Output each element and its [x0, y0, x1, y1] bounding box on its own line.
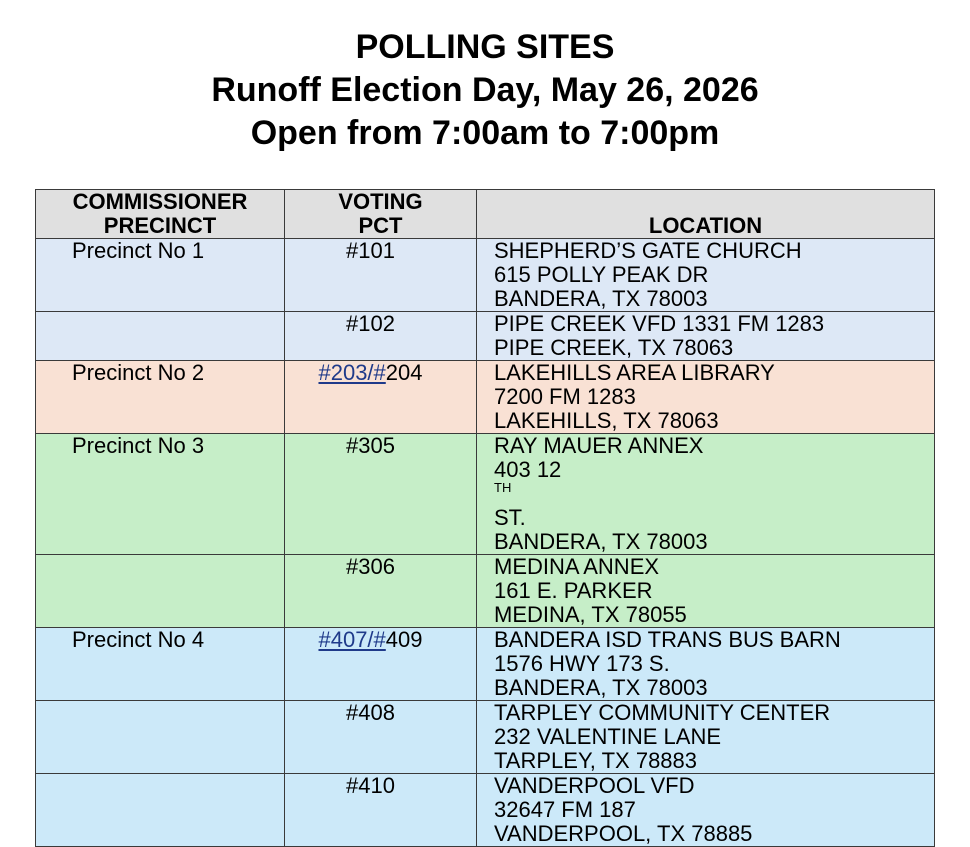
location-street: 1576 HWY 173 S. [494, 651, 670, 676]
table-row [36, 774, 935, 847]
voting-pct-cell: #410 [285, 774, 477, 847]
commissioner-cell: Precinct No 2 [36, 361, 285, 434]
location-cell [477, 628, 935, 701]
page-title: POLLING SITES [355, 28, 615, 66]
voting-pct-cell [285, 628, 477, 701]
voting-pct-cell: #408 [285, 701, 477, 774]
location-city: VANDERPOOL, TX 78885 [494, 821, 753, 846]
location-street: 7200 FM 1283 [494, 384, 636, 409]
pct-link[interactable]: #203/# [318, 360, 386, 385]
header-text: COMMISSIONER [72, 189, 248, 214]
location-street: 615 POLLY PEAK DR [494, 262, 709, 287]
pct-text: 409 [385, 627, 423, 652]
ordinal-suffix: TH [494, 480, 512, 495]
table-row [36, 701, 935, 774]
location-name: LAKEHILLS AREA LIBRARY [494, 360, 775, 385]
commissioner-cell [36, 701, 285, 774]
location-street: 232 VALENTINE LANE [494, 724, 722, 749]
hours-line: Open from 7:00am to 7:00pm [250, 114, 720, 152]
location-city: BANDERA, TX 78003 [494, 529, 708, 554]
location-street: 32647 FM 187 [494, 797, 636, 822]
commissioner-cell [36, 555, 285, 628]
location-city: TARPLEY, TX 78883 [494, 748, 698, 773]
location-name: BANDERA ISD TRANS BUS BARN [494, 627, 841, 652]
location-cell [477, 774, 935, 847]
voting-pct-header [285, 190, 477, 239]
voting-pct-cell: #305 [285, 434, 477, 555]
location-cell [477, 361, 935, 434]
commissioner-cell [36, 312, 285, 361]
street-number: 403 12 [494, 457, 562, 482]
location-name: TARPLEY COMMUNITY CENTER [494, 700, 831, 725]
commissioner-cell: Precinct No 4 [36, 628, 285, 701]
location-city: MEDINA, TX 78055 [494, 602, 687, 627]
location-cell [477, 555, 935, 628]
pct-text: 204 [385, 360, 423, 385]
header-text: VOTING [338, 189, 423, 214]
location-cell [477, 312, 935, 361]
table-row [36, 628, 935, 701]
voting-pct-cell: #101 [285, 239, 477, 312]
table-row [36, 239, 935, 312]
commissioner-precinct-header [36, 190, 285, 239]
commissioner-cell: Precinct No 3 [36, 434, 285, 555]
voting-pct-cell: #306 [285, 555, 477, 628]
location-cell [477, 701, 935, 774]
table-row [36, 555, 935, 628]
voting-pct-cell [285, 361, 477, 434]
location-city: BANDERA, TX 78003 [494, 675, 708, 700]
location-cell [477, 239, 935, 312]
location-street [494, 458, 934, 530]
location-city: LAKEHILLS, TX 78063 [494, 408, 719, 433]
header-text: PCT [358, 213, 403, 238]
table-header-row [36, 190, 935, 239]
location-city: BANDERA, TX 78003 [494, 286, 708, 311]
table-row [36, 434, 935, 555]
polling-sites-table [35, 189, 935, 847]
location-street: 161 E. PARKER [494, 578, 653, 603]
pct-link[interactable]: #407/# [318, 627, 386, 652]
location-name: PIPE CREEK VFD 1331 FM 1283 [494, 311, 825, 336]
commissioner-cell [36, 774, 285, 847]
location-name: MEDINA ANNEX [494, 554, 660, 579]
location-cell [477, 434, 935, 555]
location-header: LOCATION [477, 190, 935, 239]
location-name: VANDERPOOL VFD [494, 773, 695, 798]
header-text: PRECINCT [103, 213, 217, 238]
street-name: ST. [494, 505, 526, 530]
location-city: PIPE CREEK, TX 78063 [494, 335, 734, 360]
voting-pct-cell: #102 [285, 312, 477, 361]
location-name: SHEPHERD’S GATE CHURCH [494, 238, 802, 263]
location-name: RAY MAUER ANNEX [494, 433, 704, 458]
table-row [36, 361, 935, 434]
table-row [36, 312, 935, 361]
election-subtitle: Runoff Election Day, May 26, 2026 [211, 71, 759, 109]
commissioner-cell: Precinct No 1 [36, 239, 285, 312]
